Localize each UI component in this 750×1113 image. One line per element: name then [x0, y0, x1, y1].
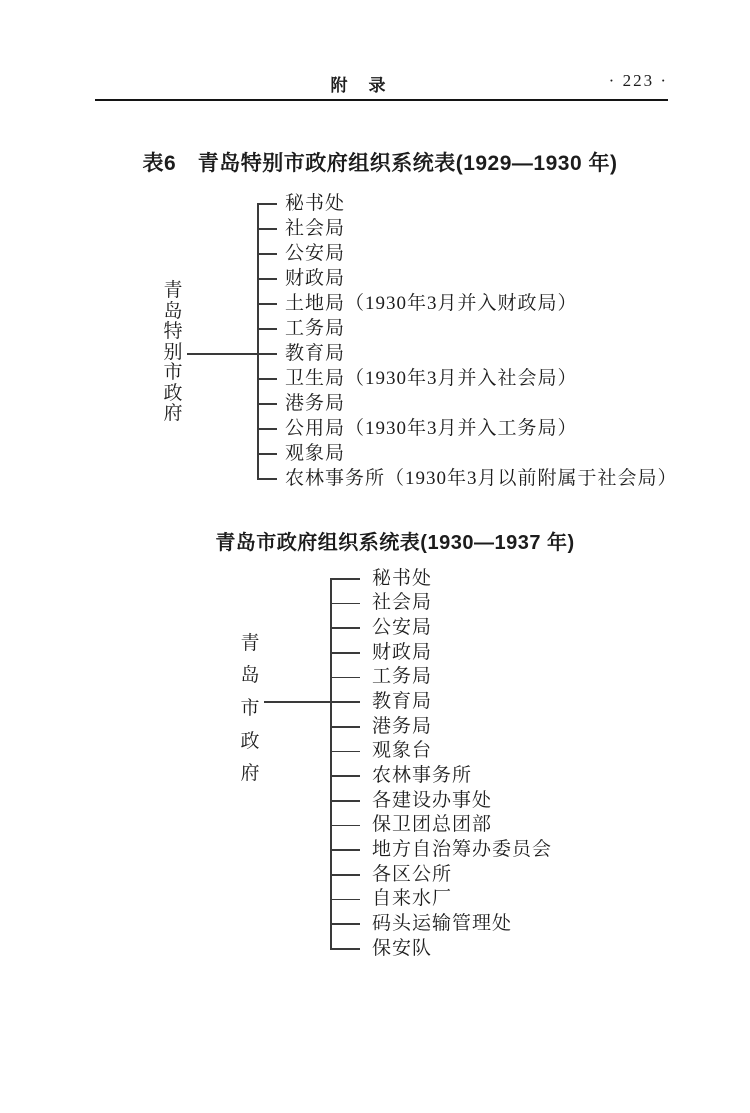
tree-item: 工务局 [285, 317, 346, 339]
tree-item: 港务局 [285, 392, 346, 414]
tree-item: 保安队 [372, 937, 433, 959]
tree-trunk-line [330, 578, 332, 948]
root-connector-line [187, 353, 257, 355]
branch-tick-line [257, 403, 277, 405]
tree-item: 码头运输管理处 [372, 912, 513, 934]
tree-item: 工务局 [372, 666, 433, 688]
branch-tick-line [330, 849, 360, 851]
tree-item: 保卫团总团部 [372, 814, 493, 836]
tree-item: 卫生局（1930年3月并入社会局） [285, 367, 578, 389]
tree-item: 社会局 [285, 217, 346, 239]
branch-tick-line [330, 726, 360, 728]
tree-item: 社会局 [372, 592, 433, 614]
table6-title: 表6 青岛特别市政府组织系统表(1929—1930 年) [142, 152, 618, 175]
tree-item: 农林事务所（1930年3月以前附属于社会局） [285, 467, 678, 489]
tree-item: 公安局 [285, 242, 346, 264]
branch-tick-line [330, 899, 360, 901]
branch-tick-line [330, 677, 360, 679]
tree-root-label-char: 青 [163, 280, 183, 302]
tree-item: 秘书处 [372, 567, 433, 589]
tree-item: 财政局 [285, 267, 346, 289]
tree-item: 教育局 [285, 342, 346, 364]
branch-tick-line [330, 923, 360, 925]
tree-item: 农林事务所 [372, 764, 473, 786]
branch-tick-line [330, 874, 360, 876]
branch-tick-line [330, 775, 360, 777]
branch-tick-line [330, 701, 360, 703]
tree-root-label-char: 市 [163, 362, 183, 384]
table7-title: 青岛市政府组织系统表(1930—1937 年) [215, 532, 575, 554]
tree-item: 秘书处 [285, 192, 346, 214]
branch-tick-line [330, 652, 360, 654]
tree-item: 教育局 [372, 690, 433, 712]
tree-item: 港务局 [372, 715, 433, 737]
tree-root-label-char: 府 [163, 403, 183, 425]
branch-tick-line [330, 578, 360, 580]
tree-item: 观象台 [372, 740, 433, 762]
branch-tick-line [330, 825, 360, 827]
branch-tick-line [257, 203, 277, 205]
branch-tick-line [330, 751, 360, 753]
tree-item: 自来水厂 [372, 888, 453, 910]
branch-tick-line [257, 428, 277, 430]
tree-root-label-char: 岛 [240, 665, 260, 687]
branch-tick-line [257, 253, 277, 255]
page-number: · 223 · [608, 71, 668, 90]
tree-item: 各建设办事处 [372, 789, 493, 811]
tree-root-label-char: 市 [240, 698, 260, 719]
root-connector-line [264, 701, 330, 703]
branch-tick-line [257, 303, 277, 305]
header-rule [95, 99, 668, 101]
branch-tick-line [257, 478, 277, 480]
branch-tick-line [257, 328, 277, 330]
tree-item: 财政局 [372, 641, 433, 663]
tree-item: 公用局（1930年3月并入工务局） [285, 417, 578, 439]
branch-tick-line [257, 453, 277, 455]
tree-item: 公安局 [372, 616, 433, 638]
branch-tick-line [330, 800, 360, 802]
tree-root-label-char: 岛 [163, 300, 183, 322]
tree-item: 各区公所 [372, 863, 453, 885]
tree-root-label-char: 青 [240, 632, 260, 654]
tree-root-label-char: 政 [163, 382, 183, 404]
branch-tick-line [257, 228, 277, 230]
tree-root-label-char: 府 [240, 763, 260, 785]
tree-item: 地方自治筹办委员会 [372, 838, 553, 860]
branch-tick-line [257, 278, 277, 280]
running-header-title: 附 录 [330, 76, 388, 95]
tree-item: 观象局 [285, 442, 346, 464]
branch-tick-line [257, 378, 277, 380]
branch-tick-line [330, 627, 360, 629]
tree-item: 土地局（1930年3月并入财政局） [285, 292, 578, 314]
tree-root-label-char: 特 [163, 321, 183, 343]
tree-root-label-char: 别 [163, 341, 183, 363]
branch-tick-line [257, 353, 277, 355]
tree-root-label-char: 政 [240, 730, 260, 752]
branch-tick-line [330, 603, 360, 605]
branch-tick-line [330, 948, 360, 950]
tree-trunk-line [257, 203, 259, 478]
